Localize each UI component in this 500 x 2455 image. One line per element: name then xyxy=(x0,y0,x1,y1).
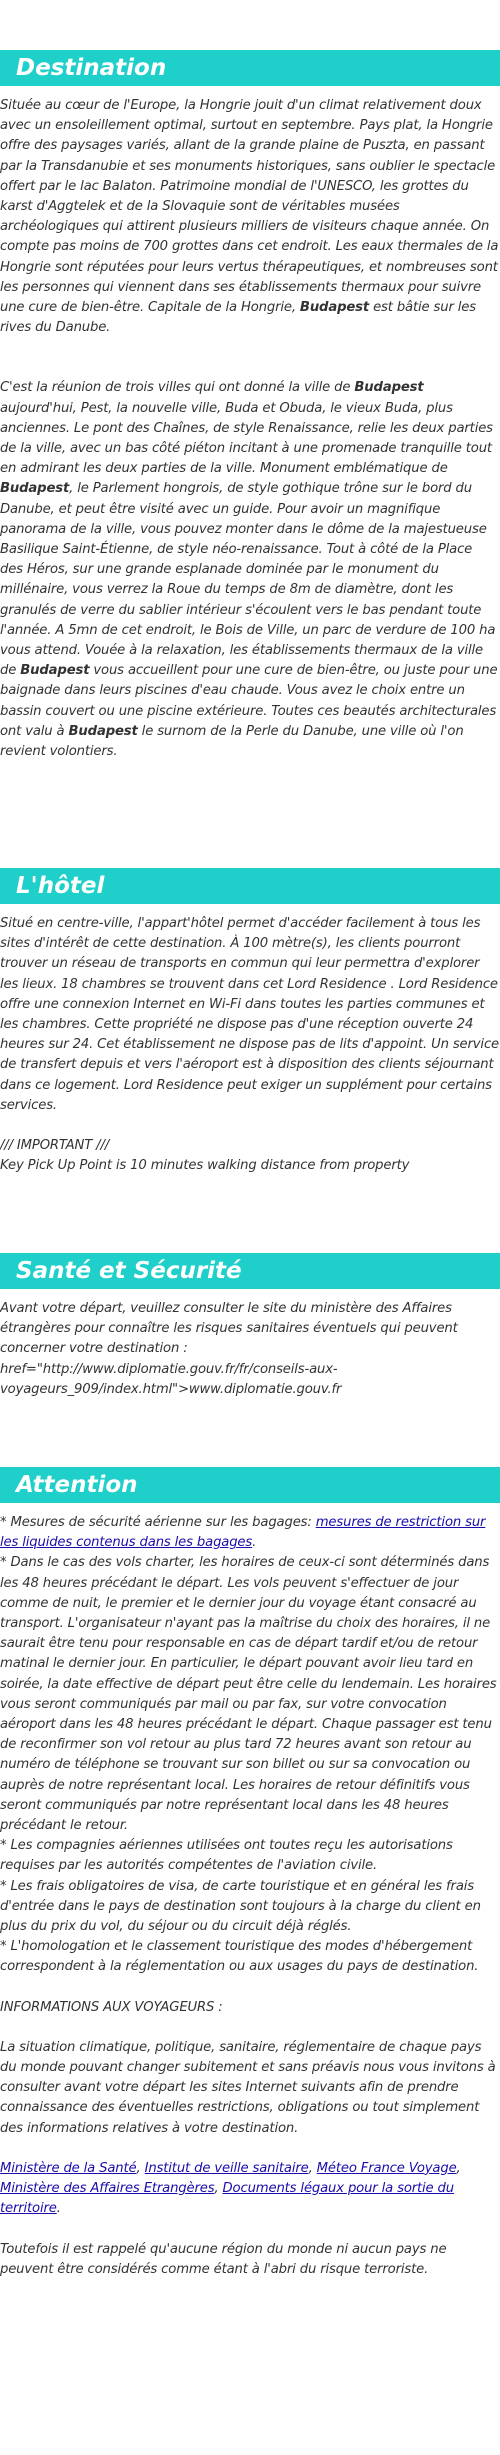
text-run: Située au cœur de l'Europe, la Hongrie jouit d'un climat relativement doux avec un ensoleillement optimal, surtout en septembre. Pays plat, la Hongrie offre des paysages variés, allant de la grande plaine de Puszta, en passant par la Transdanubie et ses monuments historiques, sans oublier le spectacle offert par le lac Balaton. Patrimoine mondial de l'UNESCO, les grottes du karst d'Aggtelek et de la Slovaquie sont de véritables musées archéologiques qui attirent plusieurs milliers de visiteurs chaque année. On compte pas moins de 700 grottes dans cet endroit. Les eaux thermales de la Hongrie sont réputées pour leurs vertus thérapeutiques, et nombreuses sont les personnes qui viennent dans ses établissements thermaux pour suivre une cure de bien-être. Capitale de la Hongrie, xyxy=(0,98,499,316)
link-meteo-france[interactable]: Méteo France Voyage xyxy=(316,2160,457,2176)
text-run: aujourd'hui, Pest, la nouvelle ville, Buda et Obuda, le vieux Buda, plus anciennes. Le pont des Chaînes, de style Renaissance, relie les deux parties de la ville, avec un bas côté piéton incitant à une promenade tranquille tout en admirant les deux parties de la ville. Monument emblématique de xyxy=(0,400,493,477)
link-sep: , xyxy=(456,2160,461,2176)
attention-terroriste: Toutefois il est rappelé qu'aucune région du monde ni aucun pays ne peuvent être considérés comme étant à l'abri du risque terroriste. xyxy=(0,2241,447,2277)
attention-section xyxy=(0,1467,500,2280)
text-run: le surnom de la Perle du Danube, une ville où l'on revient volontiers. xyxy=(0,723,464,760)
city-name-bold: Budapest xyxy=(354,380,424,396)
text-run: , le Parlement hongrois, de style gothique trône sur le bord du Danube, et peut être visité avec un guide. Pour avoir un magnifique panorama de la ville, vous pouvez monter dans le dôme de la majestueuse Basilique Saint-Étienne, de style néo-renaissance. Tout à côté de la Place des Héros, sur une grande esplanade dominée par le monument du millénaire, vous verrez la Roue du temps de 8m de diamètre, dont les granulés de verre du sablier intérieur s'écoulent vers le bas pendant toute l'année. A 5mn de cet endroit, le Bois de Ville, un parc de verdure de 100 ha vous attend. Vouée à la relaxation, les établissements thermaux de la ville de xyxy=(0,481,496,679)
hotel-title: L'hôtel xyxy=(0,868,500,904)
link-institut-veille[interactable]: Institut de veille sanitaire xyxy=(144,2160,309,2176)
destination-title: Destination xyxy=(0,50,500,86)
attention-links xyxy=(0,2159,500,2220)
hotel-important: /// IMPORTANT /// xyxy=(0,1138,110,1154)
sante-paragraph: Avant votre départ, veuillez consulter le site du ministère des Affaires étrangères pour connaître les risques sanitaires éventuels qui peuvent concerner votre destination : href="http://www.diplomatie.gouv.fr/fr/conseils-aux-voyageurs_909/index.html">www.diplomatie.gouv.fr xyxy=(0,1301,458,1397)
hotel-section xyxy=(0,868,500,1176)
hotel-paragraph: Situé en centre-ville, l'appart'hôtel permet d'accéder facilement à tous les sites d'intérêt de cette destination. À 100 mètre(s), les clients pourront trouver un réseau de transports en commun qui leur permettra d'explorer les lieux. 18 chambres se trouvent dans cet Lord Residence . Lord Residence offre une connexion Internet en Wi-Fi dans toutes les parties communes et les chambres. Cette propriété ne dispose pas d'une réception ouverte 24 heures sur 24. Cet établissement ne dispose pas de lits d'appoint. Un service de transfert depuis et vers l'aéroport est à disposition des clients séjournant dans ce logement. Lord Residence peut exiger un supplément pour certains services. xyxy=(0,916,500,1113)
city-name-bold: Budapest xyxy=(20,663,90,679)
destination-paragraph-1 xyxy=(0,96,500,338)
sante-title: Santé et Sécurité xyxy=(0,1253,500,1289)
bagages-prefix: * Mesures de sécurité aérienne sur les bagages: xyxy=(0,1515,316,1530)
attention-homologation: * L'homologation et le classement touristique des modes d'hébergement correspondent à la réglementation ou aux usages du pays de destination. xyxy=(0,1939,479,1975)
link-sep: , xyxy=(136,2160,145,2176)
link-sep: . xyxy=(56,2201,61,2217)
bagages-suffix: . xyxy=(252,1535,257,1551)
link-sep: , xyxy=(308,2160,317,2176)
city-name-bold: Budapest xyxy=(0,481,70,497)
link-ministere-affaires[interactable]: Ministère des Affaires Etrangères xyxy=(0,2181,215,2197)
attention-frais: * Les frais obligatoires de visa, de carte touristique et en général les frais d'entrée dans le pays de destination sont toujours à la charge du client en plus du prix du vol, du séjour ou du circuit déjà réglés. xyxy=(0,1878,481,1935)
text-run: est bâtie sur les rives du Danube. xyxy=(0,300,476,336)
attention-situation: La situation climatique, politique, sanitaire, réglementaire de chaque pays du monde pouvant changer subitement et sans préavis nous vous invitons à consulter avant votre départ les sites Internet suivants afin de prendre connaissance des éventuelles restrictions, obligations ou tout simplement des informations relatives à votre destination. xyxy=(0,2039,496,2136)
text-run: vous accueillent pour une cure de bien-être, ou juste pour une baignade dans leurs piscines d'eau chaude. Vous avez le choix entre un bassin couvert ou une piscine extérieure. Toutes ces beautés architecturales ont valu à xyxy=(0,663,498,739)
link-sep: , xyxy=(214,2181,223,2197)
link-ministere-sante[interactable]: Ministère de la Santé xyxy=(0,2160,137,2176)
destination-section xyxy=(0,50,500,762)
attention-charter: * Dans le cas des vols charter, les horaires de ceux-ci sont déterminés dans les 48 heures précédant le départ. Les vols peuvent s'effectuer de jour comme de nuit, le premier et le dernier jour du voyage étant consacré au transport. L'organisateur n'ayant pas la maîtrise du choix des horaires, il ne saurait être tenu pour responsable en cas de départ tardif et/ou de retour matinal le dernier jour. En particulier, le départ pouvant avoir lieu tard en soirée, la date effective de départ peut être celle du lendemain. Les horaires vous seront communiqués par mail ou par fax, sur votre convocation aéroport dans les 48 heures précédant le départ. Chaque passager est tenu de reconfirmer son vol retour au plus tard 72 heures avant son retour au numéro de téléphone se trouvant sur son billet ou sur sa convocation ou auprès de notre représentant local. Les horaires de retour définitifs vous seront communiqués par notre représentant local dans les 48 heures précédant le retour. xyxy=(0,1555,497,1834)
text-run: C'est la réunion de trois villes qui ont donné la ville de xyxy=(0,380,355,396)
attention-compagnies: * Les compagnies aériennes utilisées ont toutes reçu les autorisations requises par les autorités compétentes de l'aviation civile. xyxy=(0,1838,453,1874)
sante-section xyxy=(0,1253,500,1400)
destination-paragraph-2 xyxy=(0,378,500,762)
attention-title: Attention xyxy=(0,1467,500,1503)
hotel-key-point: Key Pick Up Point is 10 minutes walking distance from property xyxy=(0,1158,410,1174)
info-voyageurs-title: INFORMATIONS AUX VOYAGEURS : xyxy=(0,1999,223,2015)
link-documents-legaux[interactable]: Documents légaux pour la sortie du territoire xyxy=(0,2181,454,2217)
attention-bagages xyxy=(0,1513,500,1553)
bagages-restriction-link[interactable]: mesures de restriction sur les liquides contenus dans les bagages xyxy=(0,1515,486,1551)
city-name-bold: Budapest xyxy=(299,300,370,316)
city-name-bold: Budapest xyxy=(68,723,138,739)
